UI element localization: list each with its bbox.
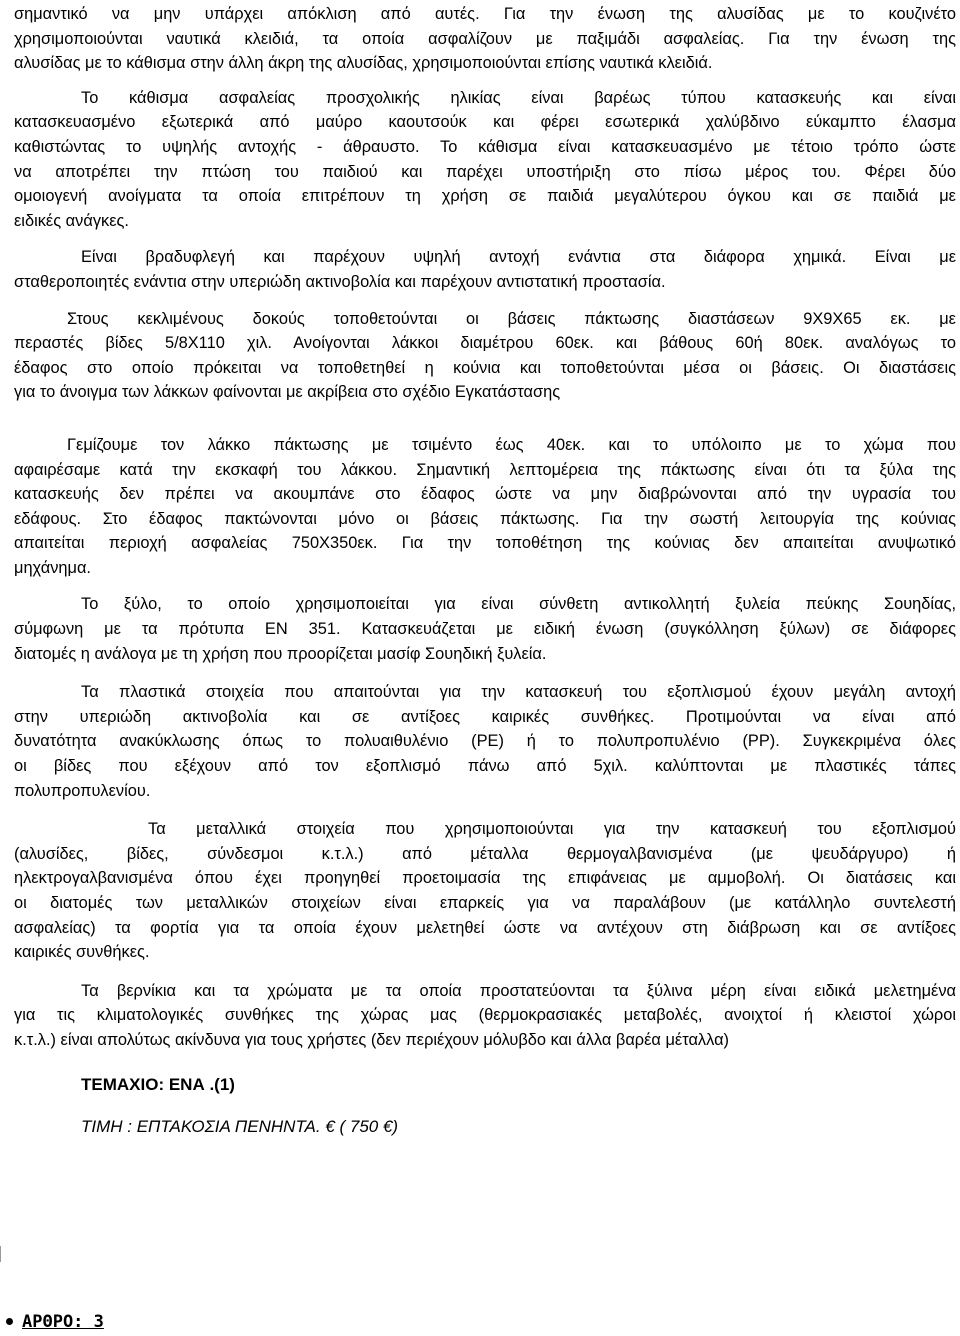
paragraph-1 [14, 2, 956, 76]
text-line: χρησιμοποιούνται ναυτικά κλειδιά, τα οποία ασφαλίζουν με παξιμάδι ασφαλείας. Για την ένωση της [14, 29, 956, 48]
text-line: μηχάνημα. [14, 558, 91, 577]
paragraph-4 [14, 307, 956, 405]
text-line: απαιτείται περιοχή ασφαλείας 750Χ350εκ. Για την τοποθέτηση της κούνιας δεν απαιτείται ανυψωτικό [14, 534, 956, 553]
document-page [14, 0, 956, 1140]
paragraph-5 [14, 433, 956, 581]
text-line: Γεμίζουμε τον λάκκο πάκτωσης με τσιμέντο έως 40εκ. και το υπόλοιπο με το χώμα που [67, 435, 956, 454]
article-heading: ΑΡΘΡΟ: 3 [22, 1312, 104, 1332]
text-line: οι βίδες που εξέχουν από τον εξοπλισμό πάνω από 5χιλ. καλύπτονται με πλαστικές τάπες [14, 757, 956, 776]
text-line: να αποτρέπει την πτώση του παιδιού και παρέχει υποστήριξη στο πίσω μέρος του. Φέρει δύο [14, 162, 956, 181]
text-line: εδάφους. Στο έδαφος πακτώνονται μόνο οι βάσεις πάκτωσης. Για την σωστή λειτουργία της κούνιας [14, 509, 956, 528]
text-line: κ.τ.λ.) είναι απολύτως ακίνδυνα για τους χρήστες (δεν περιέχουν μόλυβδο και άλλα βαρέα μέταλλα) [14, 1030, 729, 1049]
text-line: Στους κεκλιμένους δοκούς τοποθετούνται οι βάσεις πάκτωσης διαστάσεων 9Χ9Χ65 εκ. με [67, 309, 956, 328]
text-line: Είναι βραδυφλεγή και παρέχουν υψηλή αντοχή ενάντια στα διάφορα χημικά. Είναι με [81, 248, 956, 267]
paragraph-8 [14, 817, 956, 965]
text-line: σύμφωνη με τα πρότυπα EN 351. Κατασκευάζεται με ειδική ένωση (συγκόλληση ξύλων) σε διάφορες [14, 620, 956, 639]
text-line: ηλεκτρογαλβανισμένα όπου έχει προηγηθεί προετοιμασία της επιφάνειας με αμμοβολή. Οι διατάσεις και [14, 869, 956, 888]
bullet-icon [6, 1318, 13, 1325]
text-line: έδαφος στο οποίο πρόκειται να τοποθετηθεί η κούνια και τοποθετούνται μέσα οι βάσεις. Οι διαστάσεις [14, 358, 956, 377]
paragraph-3 [14, 245, 956, 294]
text-line: οι διατομές των μεταλλικών στοιχείων είναι επαρκείς για να παραλάβουν (με κατάλληλο συντελεστή [14, 894, 956, 912]
text-line: ασφαλείας) τα φορτία για τα οποία έχουν μελετηθεί ώστε να αντέχουν στη διάβρωση και σε αντίξοες [14, 918, 956, 937]
text-line: Τα μεταλλικά στοιχεία που χρησιμοποιούνται για την κατασκευή του εξοπλισμού [148, 820, 956, 839]
quantity-heading: ΤΕΜΑΧΙΟ: ΕΝΑ .(1) [81, 1074, 235, 1094]
text-line: Το κάθισμα ασφαλείας προσχολικής ηλικίας είναι βαρέως τύπου κατασκευής και είναι [81, 88, 956, 107]
text-line: για το άνοιγμα των λάκκων φαίνονται με ακρίβεια στο σχέδιο Εγκατάστασης [14, 383, 561, 402]
text-line: Τα πλαστικά στοιχεία που απαιτούνται για την κατασκευή του εξοπλισμού έχουν μεγάλη αντοχή [81, 683, 956, 702]
text-line: ομοιογενή ανοίγματα τα οποία επιτρέπουν τη χρήση σε παιδιά μεγαλύτερου όγκου και σε παιδιά με [14, 187, 956, 206]
text-line: Τα βερνίκια και τα χρώματα με τα οποία προστατεύονται τα ξύλινα μέρη είναι ειδικά μελετημένα [81, 981, 956, 1000]
text-line: Το ξύλο, το οποίο χρησιμοποιείται για είναι σύνθετη αντικολλητή ξυλεία πεύκης Σουηδίας, [81, 595, 956, 614]
paragraph-9 [14, 979, 956, 1053]
text-line: (αλυσίδες, βίδες, σύνδεσμοι κ.τ.λ.) από μέταλλα θερμογαλβανισμένα (με ψευδάργυρο) ή [14, 844, 956, 863]
paragraph-2 [14, 86, 956, 234]
margin-bar [0, 1246, 1, 1262]
price-line: ΤΙΜΗ : ΕΠΤΑΚΟΣΙΑ ΠΕΝΗΝΤΑ. € ( 750 €) [81, 1117, 399, 1137]
paragraph-7 [14, 680, 956, 803]
text-line: πολυπροπυλενίου. [14, 781, 151, 800]
text-line: κατασκευασμένο εξωτερικά από μαύρο καουτσούκ και φέρει εσωτερικά χαλύβδινο εύκαμπτο έλασμα [14, 113, 956, 132]
text-line: περαστές βίδες 5/8Χ110 χιλ. Ανοίγονται λάκκοι διαμέτρου 60εκ. και βάθους 60ή 80εκ. αναλόγως το [14, 334, 956, 353]
text-line: σημαντικό να μην υπάρχει απόκλιση από αυτές. Για την ένωση της αλυσίδας με το κουζινέτο [14, 5, 956, 23]
text-line: καιρικές συνθήκες. [14, 943, 150, 962]
text-line: για τις κλιματολογικές συνθήκες της χώρας μας (θερμοκρασιακές μεταβολές, ανοιχτοί ή κλειστοί χώροι [14, 1006, 956, 1025]
text-line: στην υπεριώδη ακτινοβολία και σε αντίξοες καιρικές συνθήκες. Προτιμούνται να είναι από [14, 707, 956, 726]
text-line: αλυσίδας με το κάθισμα στην άλλη άκρη της αλυσίδας, χρησιμοποιούνται επίσης ναυτικά κλειδιά. [14, 54, 713, 73]
text-line: διατομές η ανάλογα με τη χρήση που προορίζεται μασίφ Σουηδική ξυλεία. [14, 644, 547, 663]
text-line: δυνατότητα ανακύκλωσης όπως το πολυαιθυλένιο (PE) ή το πολυπροπυλένιο (PP). Συγκεκριμένα όλες [14, 732, 956, 751]
text-line: σταθεροποιητές ενάντια στην υπεριώδη ακτινοβολία και παρέχουν αντιστατική προστασία. [14, 272, 666, 291]
paragraph-6 [14, 592, 956, 666]
text-line: κατασκευής δεν πρέπει να ακουμπάνε στο έδαφος ώστε να μην διαβρώνονται από την υγρασία του [14, 485, 956, 504]
text-line: ειδικές ανάγκες. [14, 211, 129, 230]
text-line: καθιστώντας το υψηλής αντοχής - άθραυστο. Το κάθισμα είναι κατασκευασμένο με τέτοιο τρόπο ώστε [14, 137, 956, 156]
text-line: αφαιρέσαμε κατά την εκσκαφή του λάκκου. Σημαντική λεπτομέρεια της πάκτωσης είναι ότι τα ξύλα της [14, 460, 956, 479]
